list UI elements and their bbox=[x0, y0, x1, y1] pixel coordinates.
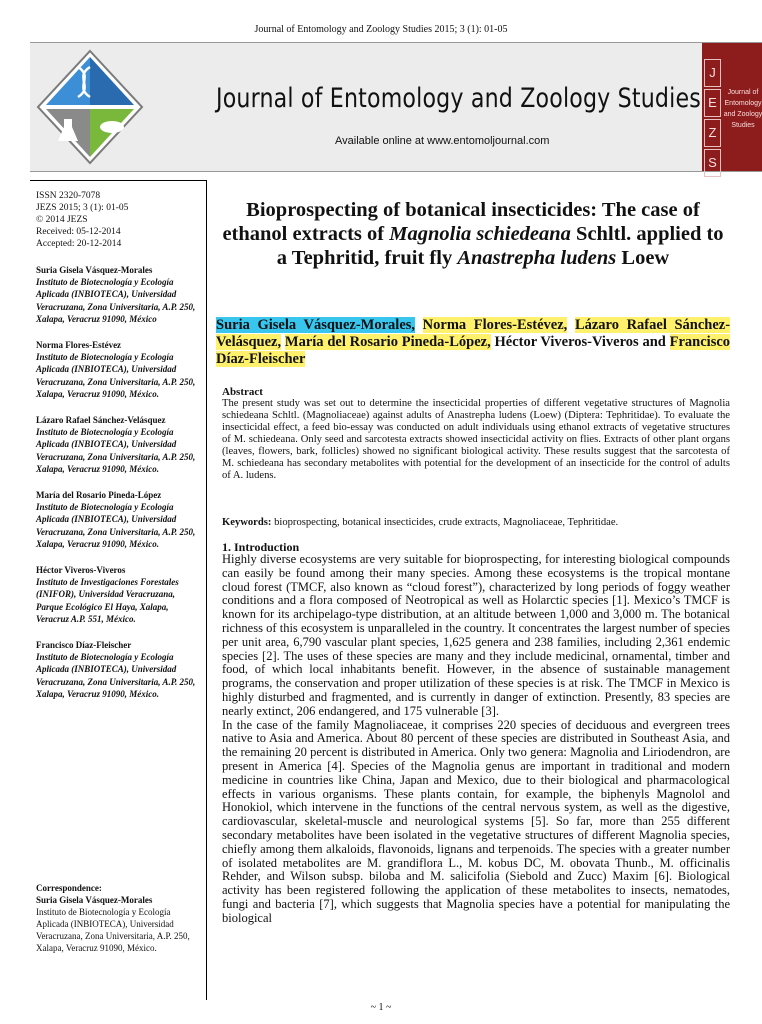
article-authors bbox=[216, 317, 730, 368]
abstract-text: The present study was set out to determine the insecticidal properties of different vegetative structures of Magnolia schiedeana Schltl. (Magnoliaceae) against adults of Anastrepha ludens (Loew) (Diptera: Tephritidae). To evaluate the insecticidal effect, a feed bio-essay was conducted on adult individuals using ethanol extracts of vegetative structures of M. schiedeana. Only seed and sarcotesta extracts showed insecticidal activity on flies. Extracts of other plant organs (leaves, flowers, bark, follicles) showed no significant biological activity. These results suggest that the sarcotesta of M. schiedeana has secondary metabolites with potential for the development of an insecticide for the control of adults of A. ludens. bbox=[222, 398, 730, 481]
correspondence-address: Instituto de Biotecnología y Ecología Aplicada (INBIOTECA), Universidad Veracruzana, Zona Universitaria, A.P. 250, Xalapa, Veracruz 91090, México. bbox=[36, 907, 190, 953]
author-highlight: Lázaro Rafael Sánchez-Velásquez, bbox=[216, 317, 731, 350]
sidebar-author: Lázaro Rafael Sánchez-Velásquez Instituto de Biotecnología y Ecología Aplicada (INBIOTECA), Universidad Veracruzana, Zona Universitaria, A.P. 250, Xalapa, Veracruz 91090, México. bbox=[36, 415, 196, 474]
keywords: Keywords: bioprospecting, botanical insecticides, crude extracts, Magnoliaceae, Tephritidae. bbox=[222, 517, 619, 528]
jezs-letter: S bbox=[704, 149, 721, 177]
received-date: Received: 05-12-2014 bbox=[36, 227, 121, 237]
jezs-journal-name: Journal of Entomology and Zoology Studies bbox=[723, 89, 762, 129]
copyright: © 2014 JEZS bbox=[36, 215, 88, 225]
accepted-date: Accepted: 20-12-2014 bbox=[36, 239, 122, 249]
abstract-heading: Abstract bbox=[222, 386, 263, 398]
sidebar-author: Francisco Díaz-Fleischer Instituto de Biotecnología y Ecología Aplicada (INBIOTECA), Universidad Veracruzana, Zona Universitaria, A.P. 250, Xalapa, Veracruz 91090, México. bbox=[36, 640, 196, 699]
jezs-badge bbox=[702, 43, 762, 171]
author-highlight: Francisco Díaz-Fleischer bbox=[216, 334, 731, 367]
intro-body bbox=[222, 553, 730, 926]
correspondence-name: Suria Gisela Vásquez-Morales bbox=[36, 895, 153, 905]
sidebar-author: María del Rosario Pineda-López Instituto de Biotecnología y Ecología Aplicada (INBIOTECA), Universidad Veracruzana, Zona Universitaria, A.P. 250, Xalapa, Veracruz 91090, México. bbox=[36, 490, 196, 549]
intro-paragraph: Highly diverse ecosystems are very suitable for bioprospecting, for interesting biological compounds can easily be found among their many species. Among these ecosystems is the tropical montane cloud forest (TMCF, also known as “cloud forest”), characterized by long periods of foggy weather conditions and a flora composed of Neotropical as well as Holarctic species [1]. Mexico’s TMCF is known for its archipelago-type distribution, at an altitude between 1,000 and 3,000 m. The botanical richness of this ecosystem is unparalleled in the country. It concentrates the largest number of species per unit area, 6,790 vascular plant species, 1,625 genera and 238 families, including 2,361 endemic species [2]. The uses of these species are many and they include medicinal, ornamental, timber and food, of which local inhabitants benefit. However, in the absence of sustainable management programs, the conservation and proper utilization of these species is at risk. The TMCF in Mexico is highly disturbed and fragmented, and is currently in danger of extinction. Presently, 83 species are nearly extinct, 206 endangered, and 175 vulnerable [3]. bbox=[222, 552, 730, 718]
correspondence bbox=[36, 882, 198, 954]
author-name: Héctor Viveros-Viveros and bbox=[494, 334, 666, 350]
author-highlight: Suria Gisela Vásquez-Morales, bbox=[216, 317, 416, 333]
intro-heading: 1. Introduction bbox=[222, 540, 300, 554]
page-number: ~ 1 ~ bbox=[370, 1002, 392, 1013]
correspondence-label: Correspondence: bbox=[36, 883, 102, 893]
sidebar-author: Norma Flores-Estévez Instituto de Biotecnología y Ecología Aplicada (INBIOTECA), Universidad Veracruzana, Zona Universitaria, A.P. 250, Xalapa, Veracruz 91090, México. bbox=[36, 340, 196, 399]
jezs-issue: JEZS 2015; 3 (1): 01-05 bbox=[36, 203, 129, 213]
author-highlight: María del Rosario Pineda-López, bbox=[284, 334, 491, 350]
author-highlight: Norma Flores-Estévez, bbox=[422, 317, 568, 333]
issn: ISSN 2320-7078 bbox=[36, 191, 101, 201]
sidebar-top-rule bbox=[30, 180, 206, 181]
jezs-letter: J bbox=[704, 59, 721, 87]
intro-paragraph: In the case of the family Magnoliaceae, it comprises 220 species of deciduous and evergreen trees native to Asia and America. About 80 percent of these species are distributed in Southeast Asia, and the remaining 20 percent is distributed in America. Only two genera: Magnolia and Liriodendron, are present in America [4]. Species of the Magnolia genus are important in traditional and modern medicine in countries like China, Japan and Mexico, due to their biological and pharmacological effects in various organisms. These plants contain, for example, the biphenyls Magnolol and Honokiol, which intervene in the functions of the central nervous system, as well as the digestive, cardiovascular, skeletal-muscle and neurological systems [5]. So far, more than 255 different secondary metabolites have been isolated in the vegetative structures of different Magnolia species, chiefly among them alkaloids, flavonoids, lignans and terpenoids. The species with a greater number of isolated metabolites are M. grandiflora L., M. kobus DC, M. obovata Thunb., M. officinalis Rehder, and Wilson subsp. biloba and M. salicifolia (Siebold and Zucc) Maxim [6]. Biological activity has been registered following the application of these metabolites to insects, nematodes, fungi and bacteria [7], which suggests that Magnolia species have a potential for manipulating the biological bbox=[222, 717, 730, 925]
running-head: Journal of Entomology and Zoology Studies 2015; 3 (1): 01-05 bbox=[254, 24, 508, 35]
available-online: Available online at www.entomoljournal.com bbox=[335, 135, 550, 147]
sidebar bbox=[36, 190, 198, 700]
column-divider bbox=[206, 180, 207, 1000]
jezs-letter: Z bbox=[704, 119, 721, 147]
jezs-letter: E bbox=[704, 89, 721, 117]
journal-logo-icon bbox=[34, 49, 146, 167]
journal-title: Journal of Entomology and Zoology Studies bbox=[216, 83, 701, 114]
journal-banner bbox=[30, 42, 762, 172]
article-meta bbox=[36, 190, 198, 250]
article-title: Bioprospecting of botanical insecticides: The case of ethanol extracts of Magnolia schiedeana Schltl. applied to a Tephritid, fruit fly Anastrepha ludens Loew bbox=[222, 199, 724, 269]
sidebar-author: Héctor Viveros-Viveros Instituto de Investigaciones Forestales (INIFOR), Universidad Veracruzana, Parque Ecológico El Haya, Xalapa, Veracruz A.P. 551, México. bbox=[36, 565, 179, 624]
sidebar-author: Suria Gisela Vásquez-Morales Instituto de Biotecnología y Ecología Aplicada (INBIOTECA), Universidad Veracruzana, Zona Universitaria, A.P. 250, Xalapa, Veracruz 91090, México bbox=[36, 265, 196, 324]
